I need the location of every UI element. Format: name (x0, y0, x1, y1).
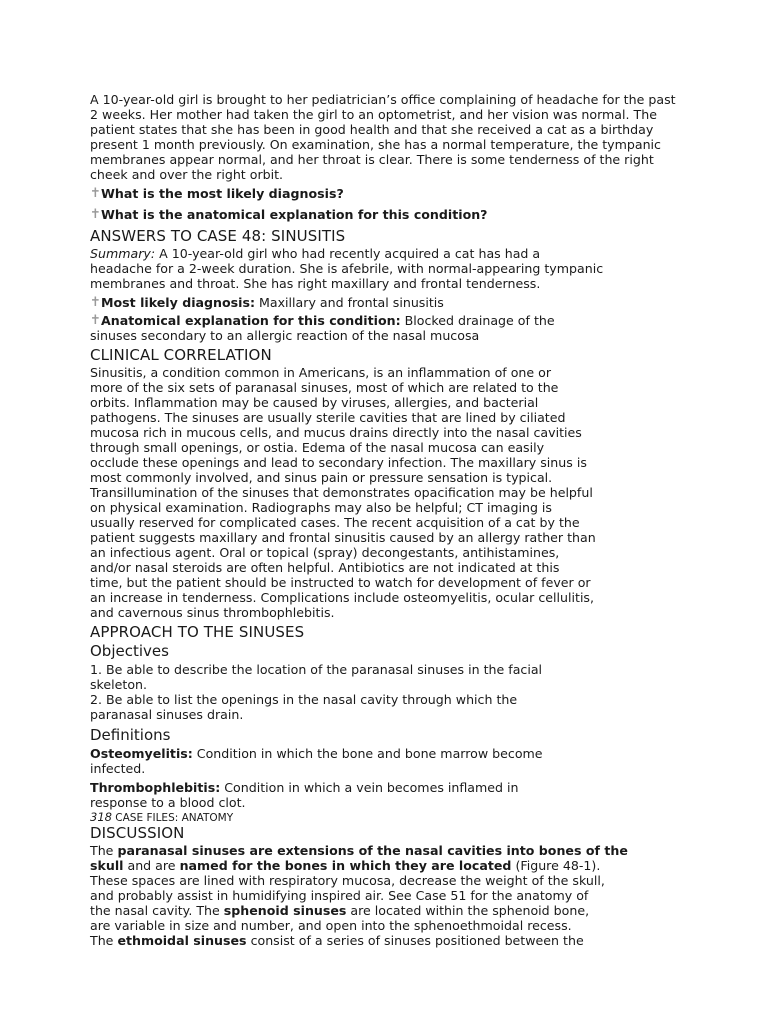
text-line: most commonly involved, and sinus pain or pressure sensation is typical. (90, 470, 553, 485)
diagnosis-text: Maxillary and frontal sinusitis (255, 295, 444, 310)
answer-anatomy (90, 313, 690, 343)
text-line: and cavernous sinus thrombophlebitis. (90, 605, 335, 620)
text-line (90, 843, 690, 858)
text-span: (Figure 48-1). (511, 858, 601, 873)
text-line: and/or nasal steroids are often helpful. Antibiotics are not indicated at this (90, 560, 560, 575)
text-line: cheek and over the right orbit. (90, 167, 284, 182)
text-line: 2 weeks. Her mother had taken the girl to an optometrist, and her vision was normal. The (90, 107, 657, 122)
cross-icon: ✝ (90, 207, 101, 222)
page-number: 318 (90, 810, 112, 824)
summary-label: Summary: (90, 246, 156, 261)
text-line: are variable in size and number, and open into the sphenoethmoidal recess. (90, 918, 572, 933)
question-text: What is the most likely diagnosis? (101, 186, 344, 201)
anatomy-label: Anatomical explanation for this condition: (101, 313, 401, 328)
text-line (90, 903, 690, 918)
text-span: and are (123, 858, 180, 873)
question-text: What is the anatomical explanation for this condition? (101, 207, 488, 222)
text-line (90, 933, 690, 948)
text-line: occlude these openings and lead to secondary infection. The maxillary sinus is (90, 455, 587, 470)
definition-thrombophlebitis (90, 780, 690, 810)
text-line: orbits. Inflammation may be caused by viruses, allergies, and bacterial (90, 395, 539, 410)
diagnosis-label: Most likely diagnosis: (101, 295, 256, 310)
question-anatomy (90, 207, 690, 222)
text-span: are located within the sphenoid bone, (346, 903, 590, 918)
answers-heading: ANSWERS TO CASE 48: SINUSITIS (90, 227, 346, 245)
cross-icon: ✝ (90, 186, 101, 201)
text-line: through small openings, or ostia. Edema of the nasal mucosa can easily (90, 440, 545, 455)
text-line: an infectious agent. Oral or topical (spray) decongestants, antihistamines, (90, 545, 560, 560)
text-line: Transillumination of the sinuses that demonstrates opacification may be helpful (90, 485, 593, 500)
text-line: response to a blood clot. (90, 795, 246, 810)
text-span-bold: ethmoidal sinuses (117, 933, 247, 948)
text-line (90, 746, 690, 761)
definitions-heading: Definitions (90, 726, 171, 744)
answer-diagnosis (90, 295, 690, 310)
text-line: time, but the patient should be instructed to watch for development of fever or (90, 575, 591, 590)
text-span-bold: skull (90, 858, 124, 873)
text-span-bold: named for the bones in which they are located (179, 858, 512, 873)
case-intro (90, 92, 690, 182)
text-line: These spaces are lined with respiratory mucosa, decrease the weight of the skull, (90, 873, 605, 888)
text-line: an increase in tenderness. Complications include osteomyelitis, ocular cellulitis, (90, 590, 595, 605)
text-span-bold: sphenoid sinuses (223, 903, 347, 918)
text-line: on physical examination. Radiographs may also be helpful; CT imaging is (90, 500, 552, 515)
definition-osteomyelitis (90, 746, 690, 776)
summary-text: A 10-year-old girl who had recently acquired a cat has had a (155, 246, 541, 261)
text-span: The (90, 843, 118, 858)
anatomy-text: Blocked drainage of the (400, 313, 555, 328)
answers-summary (90, 246, 690, 291)
text-line: 1. Be able to describe the location of the paranasal sinuses in the facial (90, 662, 543, 677)
question-diagnosis (90, 186, 690, 201)
text-line: mucosa rich in mucous cells, and mucus drains directly into the nasal cavities (90, 425, 582, 440)
text-line: pathogens. The sinuses are usually sterile cavities that are lined by ciliated (90, 410, 566, 425)
clinical-body (90, 365, 690, 620)
text-line: A 10-year-old girl is brought to her pediatrician’s office complaining of headache for the past (90, 92, 676, 107)
cross-icon: ✝ (90, 313, 101, 328)
discussion-body (90, 843, 690, 948)
text-line: membranes and throat. She has right maxillary and frontal tenderness. (90, 276, 541, 291)
definition-term: Thrombophlebitis: (90, 780, 221, 795)
text-line: patient suggests maxillary and frontal sinusitis caused by an allergy rather than (90, 530, 596, 545)
running-title: CASE FILES: ANATOMY (111, 812, 234, 824)
text-line: present 1 month previously. On examination, she has a normal temperature, the tympanic (90, 137, 661, 152)
objectives-list (90, 662, 690, 722)
text-line: sinuses secondary to an allergic reaction of the nasal mucosa (90, 328, 480, 343)
definition-text: Condition in which the bone and bone marrow become (192, 746, 543, 761)
text-line (90, 780, 690, 795)
text-span-bold: paranasal sinuses are extensions of the nasal cavities into bones of the (117, 843, 628, 858)
page-footer (90, 810, 690, 825)
discussion-heading: DISCUSSION (90, 824, 185, 842)
text-line: usually reserved for complicated cases. The recent acquisition of a cat by the (90, 515, 580, 530)
document-content (90, 92, 690, 952)
text-line: and probably assist in humidifying inspired air. See Case 51 for the anatomy of (90, 888, 589, 903)
text-line (90, 858, 690, 873)
text-line: 2. Be able to list the openings in the nasal cavity through which the (90, 692, 518, 707)
text-span: the nasal cavity. The (90, 903, 224, 918)
text-line: paranasal sinuses drain. (90, 707, 244, 722)
text-line (90, 246, 690, 261)
text-span: The (90, 933, 118, 948)
text-line: more of the six sets of paranasal sinuses, most of which are related to the (90, 380, 559, 395)
text-line: membranes appear normal, and her throat is clear. There is some tenderness of the right (90, 152, 654, 167)
text-line: patient states that she has been in good health and that she received a cat as a birthday (90, 122, 654, 137)
text-line: skeleton. (90, 677, 148, 692)
definition-term: Osteomyelitis: (90, 746, 193, 761)
approach-heading: APPROACH TO THE SINUSES (90, 623, 305, 641)
text-line: headache for a 2-week duration. She is afebrile, with normal-appearing tympanic (90, 261, 604, 276)
cross-icon: ✝ (90, 295, 101, 310)
text-line: infected. (90, 761, 146, 776)
text-span: consist of a series of sinuses positioned between the (246, 933, 584, 948)
text-line: Sinusitis, a condition common in Americans, is an inflammation of one or (90, 365, 552, 380)
definition-text: Condition in which a vein becomes inflamed in (220, 780, 519, 795)
clinical-heading: CLINICAL CORRELATION (90, 346, 272, 364)
objectives-heading: Objectives (90, 642, 169, 660)
text-line (90, 313, 690, 328)
